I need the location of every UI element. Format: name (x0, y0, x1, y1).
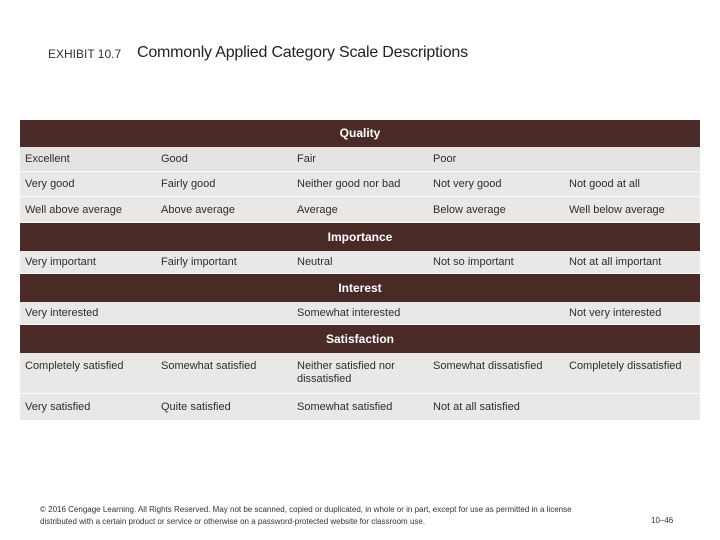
page-number: 10–46 (651, 516, 674, 525)
page-title: Commonly Applied Category Scale Descriptions (137, 44, 468, 61)
table-cell: Not very interested (569, 307, 662, 319)
table-cell: Very important (25, 256, 96, 268)
table-cell (564, 394, 700, 420)
table-row (20, 353, 700, 394)
table-cell: Excellent (25, 153, 70, 165)
table-cell: Average (297, 203, 338, 216)
table-cell: Somewhat satisfied (297, 401, 393, 413)
table-cell: Neither satisfied nor dissatisfied (297, 360, 395, 385)
table-cell: Very satisfied (25, 401, 91, 413)
section-header-quality: Quality (20, 120, 700, 147)
table-cell: Not so important (433, 256, 514, 268)
table-cell: Very good (25, 178, 75, 190)
table-cell: Not good at all (569, 178, 640, 190)
table-cell: Good (161, 153, 188, 165)
table-cell: Completely dissatisfied (569, 360, 682, 372)
table-cell: Completely satisfied (25, 360, 124, 372)
table-cell: Neither good nor bad (297, 178, 401, 190)
table-row (20, 394, 700, 421)
table-cell: Above average (161, 203, 235, 216)
table-cell: Fairly good (161, 178, 216, 190)
section-header-importance: Importance (20, 223, 700, 251)
table-cell (428, 302, 564, 324)
table-row (20, 197, 700, 223)
section-header-satisfaction: Satisfaction (20, 325, 700, 353)
table-cell: Fairly important (161, 256, 237, 268)
table-cell: Poor (433, 153, 457, 165)
table-cell: Fair (297, 153, 316, 165)
table-cell: Well above average (25, 203, 123, 216)
table-cell (156, 302, 292, 324)
table-row (20, 302, 700, 325)
copyright-notice: © 2016 Cengage Learning. All Rights Reserved. May not be scanned, copied or duplicated, in whole or in part, except for use as permitted in a license distributed with a certain product or service or otherwise on a password-protected website for classroom use. (40, 505, 572, 526)
table-cell: Very interested (25, 307, 99, 319)
table-cell: Somewhat dissatisfied (433, 360, 543, 372)
section-header-interest: Interest (20, 274, 700, 302)
table-cell: Somewhat interested (297, 307, 401, 319)
table-row (20, 251, 700, 274)
category-scale-table (20, 120, 700, 421)
table-cell: Neutral (297, 256, 333, 268)
table-cell: Not at all important (569, 256, 662, 268)
table-cell: Not very good (433, 178, 502, 190)
exhibit-label: EXHIBIT 10.7 (48, 47, 122, 61)
table-row (20, 147, 700, 172)
table-cell: Quite satisfied (161, 401, 231, 413)
table-cell (564, 147, 700, 171)
table-cell: Below average (433, 203, 506, 216)
table-cell: Not at all satisfied (433, 401, 520, 413)
table-cell: Somewhat satisfied (161, 360, 257, 372)
table-row (20, 172, 700, 197)
table-cell: Well below average (569, 203, 665, 216)
